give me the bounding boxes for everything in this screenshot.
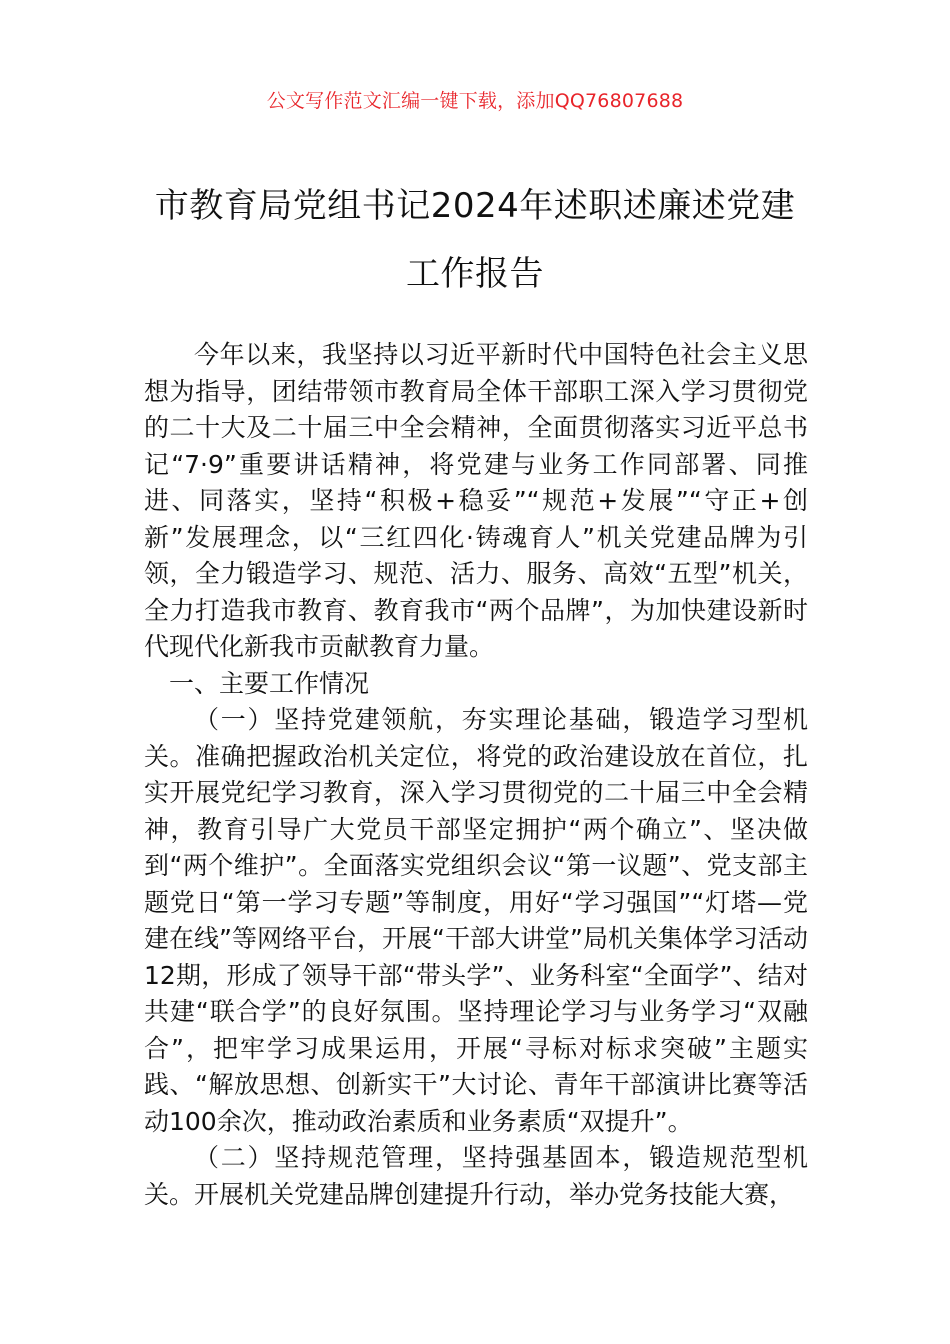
paragraph-section-2: （二）坚持规范管理，坚持强基固本，锻造规范型机关。开展机关党建品牌创建提升行动，举办党务技能大赛， <box>144 1143 808 1209</box>
document-title-line-2: 工作报告 <box>406 254 544 294</box>
paragraph-intro: 今年以来，我坚持以习近平新时代中国特色社会主义思想为指导，团结带领市教育局全体干部职工深入学习贯彻党的二十大及二十届三中全会精神，全面贯彻落实习近平总书记“7·9”重要讲话精神，将党建与业务工作同部署、同推进、同落实，坚持“积极+稳妥”“规范+发展”“守正+创新”发展理念，以“三红四化·铸魂育人”机关党建品牌为引领，全力锻造学习、规范、活力、服务、高效“五型”机关，全力打造我市教育、教育我市“两个品牌”，为加快建设新时代现代化新我市贡献教育力量。 <box>144 340 808 661</box>
download-banner: 公文写作范文汇编一键下载，添加QQ76807688 <box>266 90 684 112</box>
document-title-line-1: 市教育局党组书记2024年述职述廉述党建 <box>154 186 796 226</box>
document-body <box>144 337 808 1213</box>
paragraph-section-1: （一）坚持党建领航，夯实理论基础，锻造学习型机关。准确把握政治机关定位，将党的政治建设放在首位，扎实开展党纪学习教育，深入学习贯彻党的二十届三中全会精神，教育引导广大党员干部坚定拥护“两个确立”、坚决做到“两个维护”。全面落实党组织会议“第一议题”、党支部主题党日“第一学习专题”等制度，用好“学习强国”“灯塔—党建在线”等网络平台，开展“干部大讲堂”局机关集体学习活动12期，形成了领导干部“带头学”、业务科室“全面学”、结对共建“联合学”的良好氛围。坚持理论学习与业务学习“双融合”，把牢学习成果运用，开展“寻标对标求突破”主题实践、“解放思想、创新实干”大讨论、青年干部演讲比赛等活动100余次，推动政治素质和业务素质“双提升”。 <box>144 705 808 1136</box>
section-heading-main-work: 一、主要工作情况 <box>169 668 370 698</box>
